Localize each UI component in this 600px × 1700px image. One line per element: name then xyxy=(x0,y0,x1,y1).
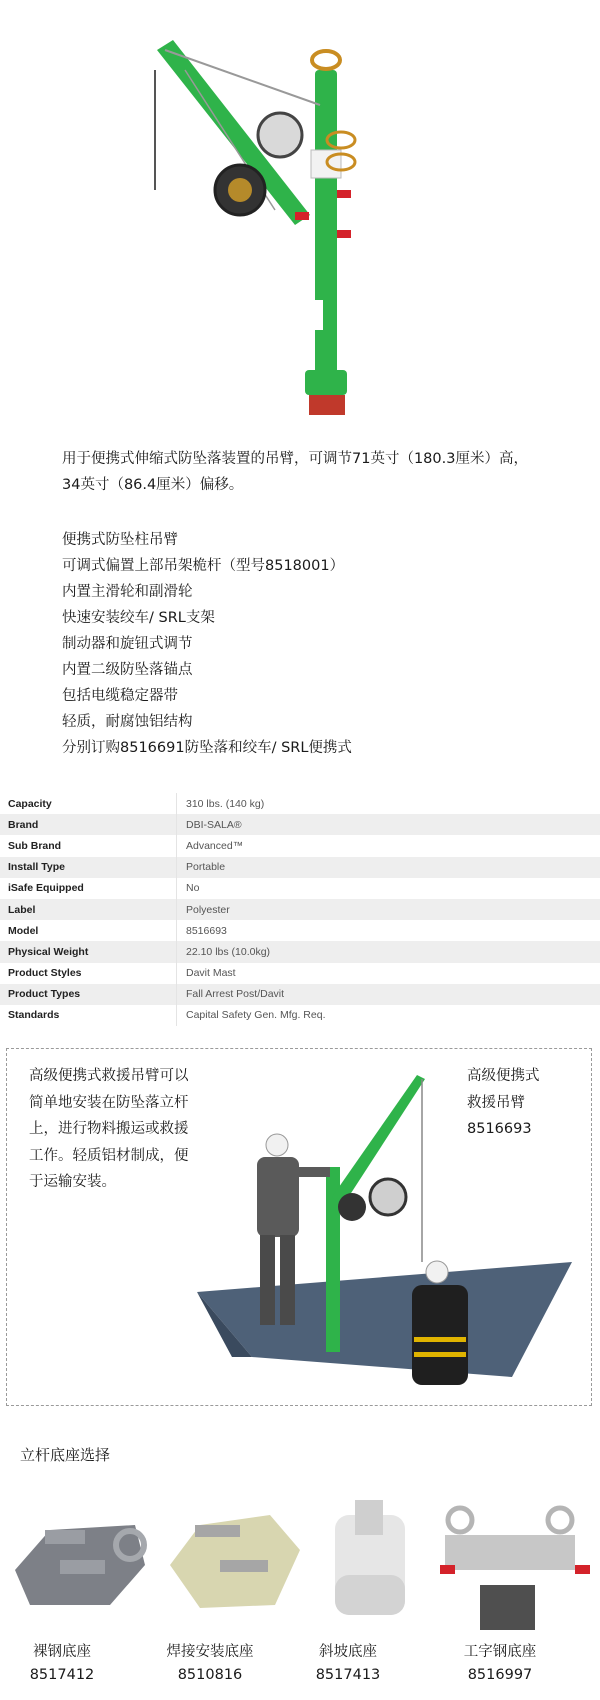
i-beam-base-image xyxy=(440,1490,590,1630)
feature-item: 便携式防坠柱吊臂 xyxy=(62,532,178,548)
description-line-1: 用于便携式伸缩式防坠落装置的吊臂，可调节71英寸（180.3厘米）高， xyxy=(62,451,528,467)
table-row xyxy=(0,857,600,878)
spec-key: Brand xyxy=(0,814,177,835)
spec-key: Install Type xyxy=(0,857,177,878)
table-row xyxy=(0,984,600,1005)
spec-key: Capacity xyxy=(0,793,177,814)
base-name: 斜坡底座 xyxy=(319,1644,377,1660)
promo-title-line: 8516693 xyxy=(467,1121,532,1137)
base-code: 8517413 xyxy=(315,1667,381,1683)
weld-mount-base-image xyxy=(160,1490,310,1630)
spec-key: Model xyxy=(0,920,177,941)
spec-value: Polyester xyxy=(177,899,600,920)
spec-value: 22.10 lbs (10.0kg) xyxy=(177,941,600,962)
promo-desc-line: 工作。轻质铝材制成，便 xyxy=(29,1147,189,1164)
feature-item: 快速安装绞车/ SRL支架 xyxy=(62,610,215,626)
promo-title-line: 高级便携式 xyxy=(467,1068,540,1084)
promo-desc-line: 于运输安装。 xyxy=(29,1174,116,1190)
base-name: 焊接安装底座 xyxy=(166,1644,254,1660)
spec-key: Physical Weight xyxy=(0,941,177,962)
feature-item: 内置二级防坠落锚点 xyxy=(62,662,193,678)
feature-item: 内置主滑轮和副滑轮 xyxy=(62,584,193,600)
spec-table xyxy=(0,793,600,1026)
promo-title xyxy=(467,1063,540,1143)
table-row xyxy=(0,835,600,856)
table-row xyxy=(0,899,600,920)
spec-key: Standards xyxy=(0,1005,177,1026)
feature-item: 制动器和旋钮式调节 xyxy=(62,636,193,652)
table-row xyxy=(0,963,600,984)
spec-key: Label xyxy=(0,899,177,920)
table-row xyxy=(0,793,600,814)
spec-value: 310 lbs. (140 kg) xyxy=(186,797,265,810)
bare-steel-base-image xyxy=(5,1490,155,1630)
rescue-davit-promo xyxy=(6,1048,592,1406)
davit-product-image xyxy=(145,30,395,430)
promo-desc-line: 简单地安装在防坠落立杆 xyxy=(29,1094,189,1111)
ramp-base-image xyxy=(305,1490,455,1630)
table-row xyxy=(0,1005,600,1026)
description-line-2: 34英寸（86.4厘米）偏移。 xyxy=(62,477,244,493)
spec-key: iSafe Equipped xyxy=(0,878,177,899)
base-options-title: 立杆底座选择 xyxy=(20,1446,111,1464)
table-row xyxy=(0,920,600,941)
table-row xyxy=(0,814,600,835)
table-row xyxy=(0,941,600,962)
spec-value: 8516693 xyxy=(186,924,227,937)
spec-value: Davit Mast xyxy=(186,967,236,980)
feature-item: 分别订购8516691防坠落和绞车/ SRL便携式 xyxy=(62,740,352,756)
base-code: 8516997 xyxy=(467,1667,533,1683)
product-description xyxy=(62,446,562,498)
feature-item: 包括电缆稳定器带 xyxy=(62,688,178,704)
feature-item: 轻质，耐腐蚀铝结构 xyxy=(62,714,193,730)
spec-key: Sub Brand xyxy=(0,835,177,856)
feature-list xyxy=(62,527,352,761)
base-code: 8517412 xyxy=(29,1667,95,1683)
spec-value: DBI-SALA® xyxy=(177,814,600,835)
base-name: 裸钢底座 xyxy=(33,1644,91,1660)
feature-item: 可调式偏置上部吊架桅杆（型号8518001） xyxy=(62,558,345,574)
promo-description xyxy=(29,1063,219,1196)
promo-desc-line: 高级便携式救援吊臂可以 xyxy=(29,1068,189,1084)
promo-desc-line: 上，进行物料搬运或救援 xyxy=(29,1121,189,1137)
spec-value: Capital Safety Gen. Mfg. Req. xyxy=(186,1009,326,1022)
spec-value: Advanced™ xyxy=(186,839,244,852)
spec-key: Product Styles xyxy=(0,963,177,984)
table-row xyxy=(0,878,600,899)
promo-title-line: 救援吊臂 xyxy=(467,1094,525,1111)
spec-value: Portable xyxy=(177,857,600,878)
spec-value: Fall Arrest Post/Davit xyxy=(177,984,600,1005)
spec-key: Product Types xyxy=(0,984,177,1005)
base-code: 8510816 xyxy=(177,1667,243,1683)
base-name: 工字钢底座 xyxy=(463,1644,537,1660)
spec-value: No xyxy=(186,882,200,895)
